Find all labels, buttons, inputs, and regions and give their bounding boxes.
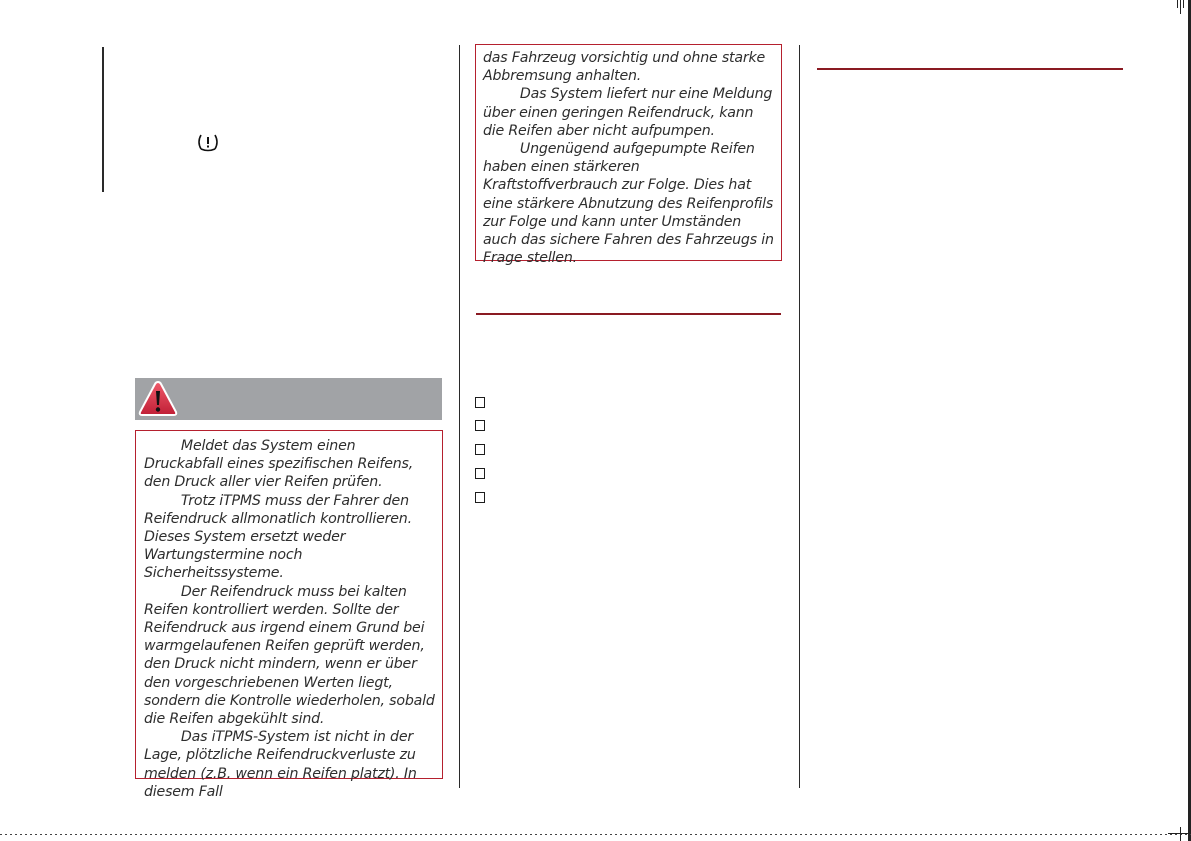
- warning-paragraph: Der Reifendruck muss bei kalten Reifen kontrolliert werden. Sollte der Reifendruck aus irgend einem Grund bei warmgelaufenen Reifen geprüft werden, den Druck nicht mindern, wenn er über den vorgeschriebenen Werten liegt, sondern die Kontrolle wiederholen, sobald die Reifen abgekühlt sind.: [144, 583, 435, 728]
- section-rule-middle: [476, 313, 781, 315]
- checkbox-icon: [475, 420, 485, 431]
- margin-bar: [102, 47, 104, 192]
- section-rule-right: [817, 68, 1123, 70]
- column-divider-2: [799, 45, 800, 788]
- warning-triangle-icon: [137, 379, 179, 419]
- warning-header: [135, 378, 442, 420]
- checkbox-icon: [475, 468, 485, 479]
- warning-paragraph: Ungenügend aufgepumpte Reifen haben einen stärkeren Kraftstoffverbrauch zur Folge. Dies hat eine stärkere Abnutzung des Reifenprofils zur Folge und kann unter Umständen auch das sichere Fahren des Fahrzeugs in Frage stellen.: [483, 141, 774, 267]
- checkbox-icon: [475, 444, 485, 455]
- warning-box-middle: [475, 44, 782, 267]
- crop-mark: [1177, 0, 1178, 8]
- crop-mark: [1183, 0, 1184, 8]
- tire-pressure-warning-icon: [196, 133, 220, 153]
- warning-paragraph: das Fahrzeug vorsichtig und ohne starke Abbremsung anhalten.: [483, 50, 766, 85]
- checkbox-icon: [475, 397, 485, 408]
- warning-paragraph: Das iTPMS-System ist nicht in der Lage, plötzliche Reifendruckverluste zu melden (z.B. wenn ein Reifen platzt). In diesem Fall: [144, 729, 417, 800]
- warning-box-left: [135, 430, 443, 800]
- crop-mark: [1168, 833, 1188, 834]
- crop-mark: [1180, 0, 1181, 14]
- crop-mark: [1180, 827, 1181, 841]
- warning-paragraph: Trotz iTPMS muss der Fahrer den Reifendruck allmonatlich kontrollieren. Dieses System ersetzt weder Wartungstermine noch Sicherheitssysteme.: [144, 492, 412, 582]
- warning-paragraph: Das System liefert nur eine Meldung über einen geringen Reifendruck, kann die Reifen aber nicht aufpumpen.: [483, 86, 773, 139]
- checkbox-icon: [475, 492, 485, 503]
- warning-paragraph: Meldet das System einen Druckabfall eines spezifischen Reifens, den Druck aller vier Reifen prüfen.: [144, 438, 414, 491]
- crop-mark: [0, 834, 1191, 835]
- column-divider-1: [459, 45, 460, 788]
